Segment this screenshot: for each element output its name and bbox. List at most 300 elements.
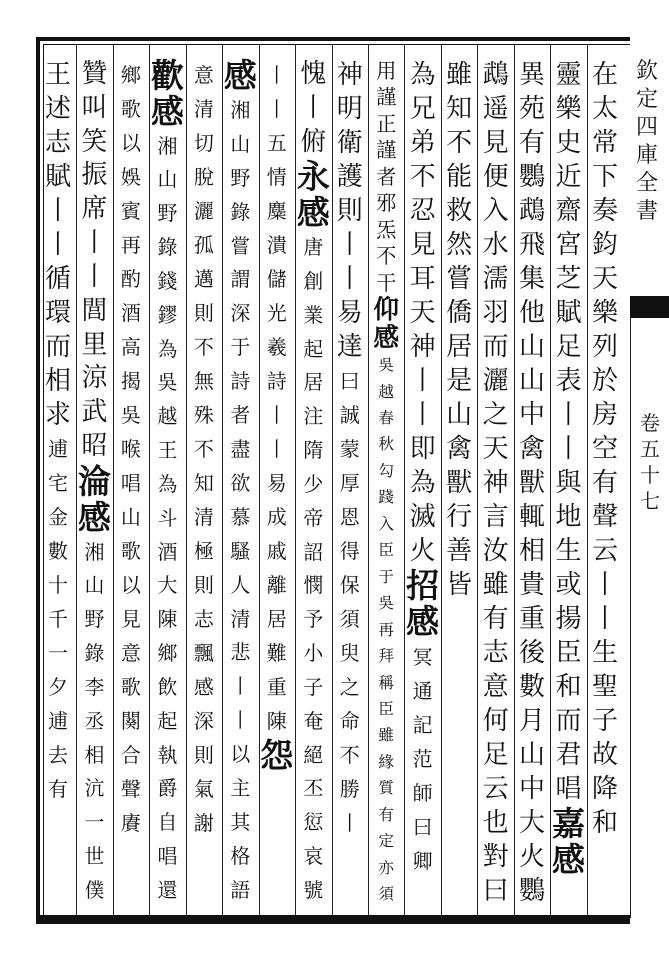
glyph: 清 (230, 606, 251, 631)
glyph: 述 (44, 94, 71, 124)
glyph: 以 (120, 131, 141, 155)
glyph: 秋 (378, 435, 394, 454)
glyph: 丨 (81, 228, 108, 259)
text-segment (592, 58, 618, 806)
text-column (222, 58, 258, 908)
glyph: 臾 (339, 641, 360, 665)
glyph: 生 (591, 638, 618, 668)
glyph: 足 (482, 740, 509, 770)
glyph: 芝 (555, 264, 582, 294)
glyph: 昭 (81, 431, 108, 462)
glyph: 易 (336, 298, 363, 328)
glyph: 得 (339, 539, 360, 563)
glyph: 山 (446, 400, 473, 430)
glyph: 丨 (44, 196, 71, 226)
glyph: 愧 (300, 59, 327, 89)
glyph: 謹 (376, 138, 397, 163)
glyph: 雖 (482, 570, 509, 600)
glyph: 為 (157, 337, 178, 361)
text-column (405, 58, 441, 878)
glyph: 十 (48, 573, 68, 597)
glyph: 神 (482, 468, 509, 498)
glyph: 灑 (482, 366, 509, 396)
text-segment (378, 722, 394, 907)
glyph: 騷 (230, 538, 251, 563)
glyph: 有 (48, 777, 68, 801)
volume-label-char: 七 (640, 489, 660, 513)
glyph: 揚 (555, 604, 582, 634)
glyph: 清 (193, 97, 214, 121)
glyph: 閭 (81, 295, 108, 326)
glyph: 李 (84, 675, 105, 699)
glyph: 勝 (339, 777, 360, 801)
glyph: 踐 (378, 488, 394, 507)
glyph: 賦 (555, 298, 582, 328)
glyph: 定 (378, 832, 394, 851)
glyph: 丨 (230, 674, 251, 699)
glyph: 宮 (555, 230, 582, 260)
glyph: 歌 (120, 97, 141, 121)
glyph: 大 (519, 808, 546, 838)
glyph: 錄 (84, 642, 105, 666)
glyph: 不 (193, 437, 214, 461)
glyph: 不 (409, 162, 436, 192)
glyph: 還 (157, 878, 178, 902)
glyph: 鸚 (519, 162, 546, 192)
glyph: 忍 (409, 196, 436, 226)
glyph: 後 (519, 638, 546, 668)
glyph: 賦 (44, 162, 71, 192)
glyph: 斗 (157, 506, 178, 530)
text-column (587, 58, 623, 840)
text-segment (194, 58, 214, 840)
glyph: 招 (406, 566, 440, 605)
glyph: 淪 (78, 461, 111, 501)
glyph: 空 (591, 434, 618, 464)
glyph: 一 (84, 811, 105, 835)
glyph: 湘 (230, 97, 251, 122)
glyph: 不 (446, 128, 473, 158)
glyph: 越 (378, 382, 394, 401)
glyph: 誠 (339, 403, 360, 427)
glyph: 須 (378, 885, 394, 904)
text-segment (45, 58, 71, 432)
glyph: 闋 (120, 709, 141, 733)
glyph: 而 (44, 332, 71, 362)
glyph: 鵡 (482, 60, 509, 90)
glyph: 里 (81, 329, 108, 360)
glyph: 意 (193, 63, 214, 87)
glyph: 齋 (555, 196, 582, 226)
glyph: 表 (555, 366, 582, 396)
glyph: 者 (230, 403, 251, 428)
glyph: 注 (303, 405, 324, 429)
glyph: 神 (409, 332, 436, 362)
glyph: 下 (591, 162, 618, 192)
glyph: 吳 (120, 403, 141, 427)
glyph: 曰 (339, 369, 360, 393)
glyph: 脫 (193, 165, 214, 189)
glyph: 聲 (120, 777, 141, 801)
glyph: 冥 (412, 645, 433, 669)
glyph: 和 (591, 808, 618, 838)
text-column (186, 58, 222, 840)
text-column (113, 58, 149, 840)
glyph: 酒 (120, 301, 141, 325)
glyph: 靈 (555, 60, 582, 90)
glyph: 金 (48, 505, 68, 529)
text-segment (48, 432, 68, 806)
glyph: 雖 (446, 60, 473, 90)
glyph: 飄 (193, 641, 214, 665)
glyph: 能 (446, 162, 473, 192)
glyph: 山 (519, 740, 546, 770)
glyph: 爵 (157, 777, 178, 801)
margin-title-char: 庫 (635, 143, 658, 168)
glyph: 歌 (120, 539, 141, 563)
glyph: 中 (519, 774, 546, 804)
glyph: 火 (519, 842, 546, 872)
glyph: 列 (591, 332, 618, 362)
glyph: 也 (482, 808, 509, 838)
glyph: 極 (193, 539, 214, 563)
glyph: 五 (266, 131, 287, 155)
text-segment (410, 58, 436, 568)
glyph: 于 (230, 335, 251, 360)
glyph: 千 (48, 607, 68, 631)
volume-label (640, 410, 660, 514)
glyph: 月 (519, 706, 546, 736)
glyph: 酌 (120, 267, 141, 291)
text-segment (483, 58, 509, 908)
glyph: 以 (230, 742, 251, 767)
glyph: 師 (412, 781, 433, 805)
glyph: 山 (230, 131, 251, 156)
glyph: 則 (193, 301, 214, 325)
glyph: 沆 (84, 777, 105, 801)
text-segment (413, 640, 433, 878)
glyph: 難 (266, 641, 287, 665)
entry-heading (552, 806, 585, 878)
glyph: 羲 (266, 335, 287, 359)
glyph: 通 (412, 679, 433, 703)
glyph: 逋 (48, 709, 68, 733)
glyph: 感 (373, 323, 400, 354)
glyph: 不 (193, 335, 214, 359)
glyph: 在 (591, 60, 618, 90)
glyph: 山 (120, 505, 141, 529)
glyph: 宅 (48, 471, 68, 495)
glyph: 號 (303, 878, 324, 902)
glyph: 絕 (303, 743, 324, 767)
entry-heading (151, 58, 184, 130)
glyph: 和 (555, 672, 582, 702)
glyph: 樂 (555, 94, 582, 124)
glyph: 感 (406, 602, 440, 641)
glyph: 知 (193, 471, 214, 495)
glyph: 厚 (339, 471, 360, 495)
glyph: 或 (555, 570, 582, 600)
glyph: 潰 (266, 233, 287, 257)
glyph: 樂 (591, 298, 618, 328)
glyph: 不 (376, 244, 397, 269)
glyph: 恩 (339, 505, 360, 529)
glyph: 丨 (81, 261, 108, 292)
glyph: 易 (266, 471, 287, 495)
glyph: 鵡 (519, 196, 546, 226)
glyph: 野 (230, 165, 251, 190)
glyph: 仰 (373, 295, 400, 326)
text-segment (446, 58, 472, 602)
glyph: 近 (555, 162, 582, 192)
glyph: 欲 (230, 470, 251, 495)
glyph: 灑 (193, 199, 214, 223)
glyph: 小 (303, 642, 324, 666)
glyph: 有 (378, 805, 394, 824)
glyph: 永 (296, 157, 330, 197)
glyph: 聲 (591, 502, 618, 532)
glyph: 感 (552, 840, 586, 879)
glyph: 起 (157, 709, 178, 733)
glyph: 麋 (266, 199, 287, 223)
glyph: 有 (591, 468, 618, 498)
glyph: 見 (482, 128, 509, 158)
volume-label-char: 卷 (640, 411, 660, 435)
glyph: 數 (519, 672, 546, 702)
text-segment (340, 364, 360, 840)
glyph: 涼 (81, 363, 108, 394)
glyph: 常 (591, 128, 618, 158)
glyph: 善 (446, 536, 473, 566)
glyph: 光 (266, 301, 287, 325)
glyph: 耳 (409, 264, 436, 294)
glyph: 對 (482, 842, 509, 872)
glyph: 大 (157, 574, 178, 598)
glyph: 丨 (266, 97, 287, 121)
glyph: 臣 (378, 541, 394, 560)
glyph: 嘗 (446, 264, 473, 294)
glyph: 奏 (591, 196, 618, 226)
glyph: 云 (591, 536, 618, 566)
text-segment (519, 58, 545, 908)
glyph: 人 (230, 572, 251, 597)
bottom-border (36, 915, 630, 924)
volume-label-char: 十 (640, 463, 660, 487)
glyph: 憫 (303, 574, 324, 598)
glyph: 火 (409, 536, 436, 566)
glyph: 陳 (266, 709, 287, 733)
margin-title-char: 書 (635, 199, 658, 224)
glyph: 地 (555, 502, 582, 532)
glyph: 中 (519, 400, 546, 430)
glyph: 武 (81, 397, 108, 428)
glyph: 振 (81, 160, 108, 191)
glyph: 達 (336, 332, 363, 362)
glyph: 之 (482, 400, 509, 430)
glyph: 丨 (591, 570, 618, 600)
glyph: 錄 (157, 236, 178, 260)
glyph: 子 (591, 706, 618, 736)
glyph: 夕 (48, 675, 68, 699)
glyph: 贊 (81, 59, 108, 89)
entry-heading (406, 568, 439, 640)
glyph: 俯 (300, 126, 327, 157)
glyph: 數 (48, 539, 68, 563)
glyph: 循 (44, 264, 71, 294)
glyph: 酒 (157, 540, 178, 564)
glyph: 吳 (157, 371, 178, 395)
glyph: 環 (44, 298, 71, 328)
glyph: 丨 (266, 63, 287, 87)
glyph: 嘗 (230, 233, 251, 258)
margin-title-char: 定 (635, 87, 658, 112)
glyph: 于 (378, 567, 394, 586)
glyph: 丨 (44, 230, 71, 260)
glyph: 去 (48, 743, 68, 767)
glyph: 保 (339, 573, 360, 597)
glyph: 笑 (81, 126, 108, 157)
text-segment (378, 352, 394, 722)
entry-heading (297, 159, 330, 231)
glyph: 賡 (120, 811, 141, 835)
glyph: 詔 (303, 540, 324, 564)
glyph: 深 (230, 301, 251, 326)
glyph: 越 (157, 405, 178, 429)
glyph: 謂 (230, 267, 251, 292)
glyph: 為 (409, 60, 436, 90)
glyph: 丕 (303, 777, 324, 801)
glyph: 愆 (303, 811, 324, 835)
glyph: 太 (591, 94, 618, 124)
text-segment (82, 58, 108, 464)
glyph: 見 (409, 230, 436, 260)
glyph: 居 (266, 607, 287, 631)
glyph: 叫 (81, 92, 108, 123)
text-column (514, 58, 550, 908)
glyph: 禽 (519, 434, 546, 464)
glyph: 盡 (230, 436, 251, 461)
glyph: 世 (84, 845, 105, 869)
glyph: 明 (336, 94, 363, 124)
margin-title-char: 四 (635, 115, 658, 140)
glyph: 山 (519, 366, 546, 396)
glyph: 深 (193, 709, 214, 733)
glyph: 離 (266, 573, 287, 597)
glyph: 丨 (409, 400, 436, 430)
glyph: 鸚 (519, 876, 546, 906)
glyph: 予 (303, 608, 324, 632)
glyph: 丨 (336, 230, 363, 260)
glyph: 卿 (412, 849, 433, 873)
glyph: 歌 (120, 675, 141, 699)
glyph: 用 (376, 59, 397, 83)
glyph: 聖 (591, 672, 618, 702)
glyph: 感 (150, 91, 184, 131)
glyph: 以 (120, 573, 141, 597)
glyph: 曰 (482, 876, 509, 906)
glyph: 為 (409, 468, 436, 498)
glyph: 志 (482, 638, 509, 668)
glyph: 吳 (378, 594, 394, 613)
glyph: 他 (519, 298, 546, 328)
glyph: 衛 (336, 128, 363, 158)
glyph: 丨 (336, 264, 363, 294)
glyph: 羽 (482, 298, 509, 328)
glyph: 丨 (230, 708, 251, 733)
glyph: 戚 (266, 539, 287, 563)
glyph: 求 (44, 400, 71, 430)
glyph: 相 (84, 743, 105, 767)
glyph: 須 (339, 607, 360, 631)
glyph: 重 (519, 604, 546, 634)
text-column (40, 58, 76, 806)
glyph: 志 (44, 128, 71, 158)
glyph: 鄉 (120, 63, 141, 87)
glyph: 隋 (303, 439, 324, 463)
text-segment (157, 130, 177, 908)
glyph: 唐 (303, 236, 324, 260)
glyph: 再 (378, 620, 394, 639)
glyph: 語 (230, 877, 251, 902)
text-column (551, 58, 587, 878)
glyph: 而 (482, 332, 509, 362)
glyph: 曰 (412, 815, 433, 839)
glyph: 殊 (193, 403, 214, 427)
glyph: 賓 (120, 199, 141, 223)
glyph: 慕 (230, 504, 251, 529)
glyph: 丨 (591, 604, 618, 634)
glyph: 創 (303, 269, 324, 293)
glyph: 其 (230, 809, 251, 834)
glyph: 干 (376, 270, 397, 295)
glyph: 稱 (378, 673, 394, 692)
text-column (76, 58, 112, 908)
glyph: 揭 (120, 369, 141, 393)
glyph: 便 (482, 162, 509, 192)
text-segment (337, 58, 363, 364)
glyph: 錢 (157, 269, 178, 293)
volume-label-char: 五 (640, 437, 660, 461)
glyph: 丨 (409, 366, 436, 396)
glyph: 詩 (230, 369, 251, 394)
glyph: 子 (303, 675, 324, 699)
glyph: 拜 (378, 647, 394, 666)
glyph: 臣 (378, 700, 394, 718)
fold-line (630, 318, 631, 918)
glyph: 苑 (519, 94, 546, 124)
glyph: 山 (157, 168, 178, 192)
glyph: 正 (376, 111, 397, 136)
text-column (149, 58, 185, 908)
glyph: 鈞 (591, 230, 618, 260)
text-segment (300, 126, 326, 160)
glyph: 則 (193, 743, 214, 767)
glyph: 范 (412, 747, 433, 771)
glyph: 於 (591, 366, 618, 396)
glyph: 僑 (446, 298, 473, 328)
glyph: 成 (266, 505, 287, 529)
glyph: 詩 (266, 369, 287, 393)
glyph: 哀 (303, 845, 324, 869)
text-segment (121, 58, 141, 840)
glyph: 一 (48, 641, 68, 665)
glyph: 者 (376, 164, 397, 189)
glyph: 入 (482, 196, 509, 226)
glyph: 丨 (555, 400, 582, 430)
glyph: 無 (193, 369, 214, 393)
glyph: 娛 (120, 165, 141, 189)
glyph: 逋 (48, 437, 68, 461)
